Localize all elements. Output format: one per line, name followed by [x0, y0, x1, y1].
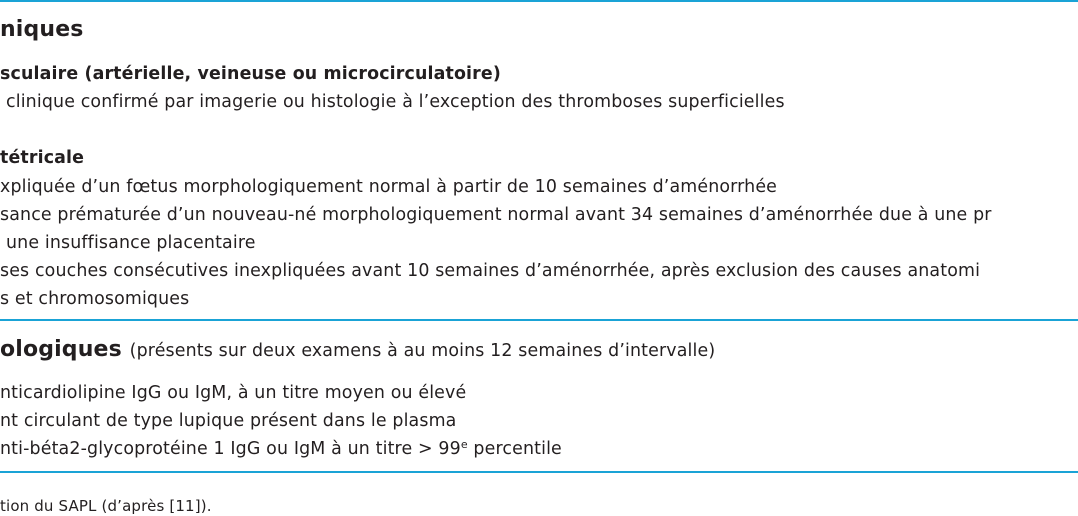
top-rule — [0, 0, 1078, 2]
obstetric-criterion-line-2: sance prématurée d’un nouveau-né morphologiquement normal avant 34 semaines d’aménorrhée due à une pr — [0, 205, 992, 225]
anti-beta2-text: nti-béta2-glycoprotéine 1 IgG ou IgM à un titre > 99 — [0, 439, 461, 459]
biological-criteria-note: (présents sur deux examens à au moins 12 semaines d’intervalle) — [129, 341, 716, 361]
obstetric-criterion-line-1: xpliquée d’un fœtus morphologiquement normal à partir de 10 semaines d’aménorrhée — [0, 177, 778, 197]
clinical-criteria-heading: niques — [0, 17, 84, 42]
vascular-thrombosis-heading: sculaire (artérielle, veineuse ou microcirculatoire) — [0, 64, 501, 84]
vascular-criterion-line: clinique confirmé par imagerie ou histologie à l’exception des thromboses superficielles — [6, 92, 785, 112]
obstetric-criterion-line-3: une insuffisance placentaire — [6, 233, 256, 253]
obstetric-criterion-line-5: s et chromosomiques — [0, 289, 190, 309]
table-caption: tion du SAPL (d’après [11]). — [0, 497, 212, 515]
obstetric-criterion-line-4: ses couches consécutives inexpliquées avant 10 semaines d’aménorrhée, après exclusion des causes anatomi — [0, 261, 981, 281]
lupus-anticoagulant-criterion: nt circulant de type lupique présent dans le plasma — [0, 411, 457, 431]
obstetric-morbidity-heading: tétricale — [0, 148, 85, 168]
biological-criteria-heading — [0, 337, 715, 364]
biological-criteria-title: ologiques — [0, 337, 122, 362]
anticardiolipin-criterion: nticardiolipine IgG ou IgM, à un titre moyen ou élevé — [0, 383, 467, 403]
bottom-rule — [0, 471, 1078, 473]
percentile-text: percentile — [467, 439, 562, 459]
section-divider — [0, 319, 1078, 321]
anti-beta2-glycoprotein-criterion — [0, 439, 562, 459]
percentile-superscript: e — [460, 438, 468, 451]
